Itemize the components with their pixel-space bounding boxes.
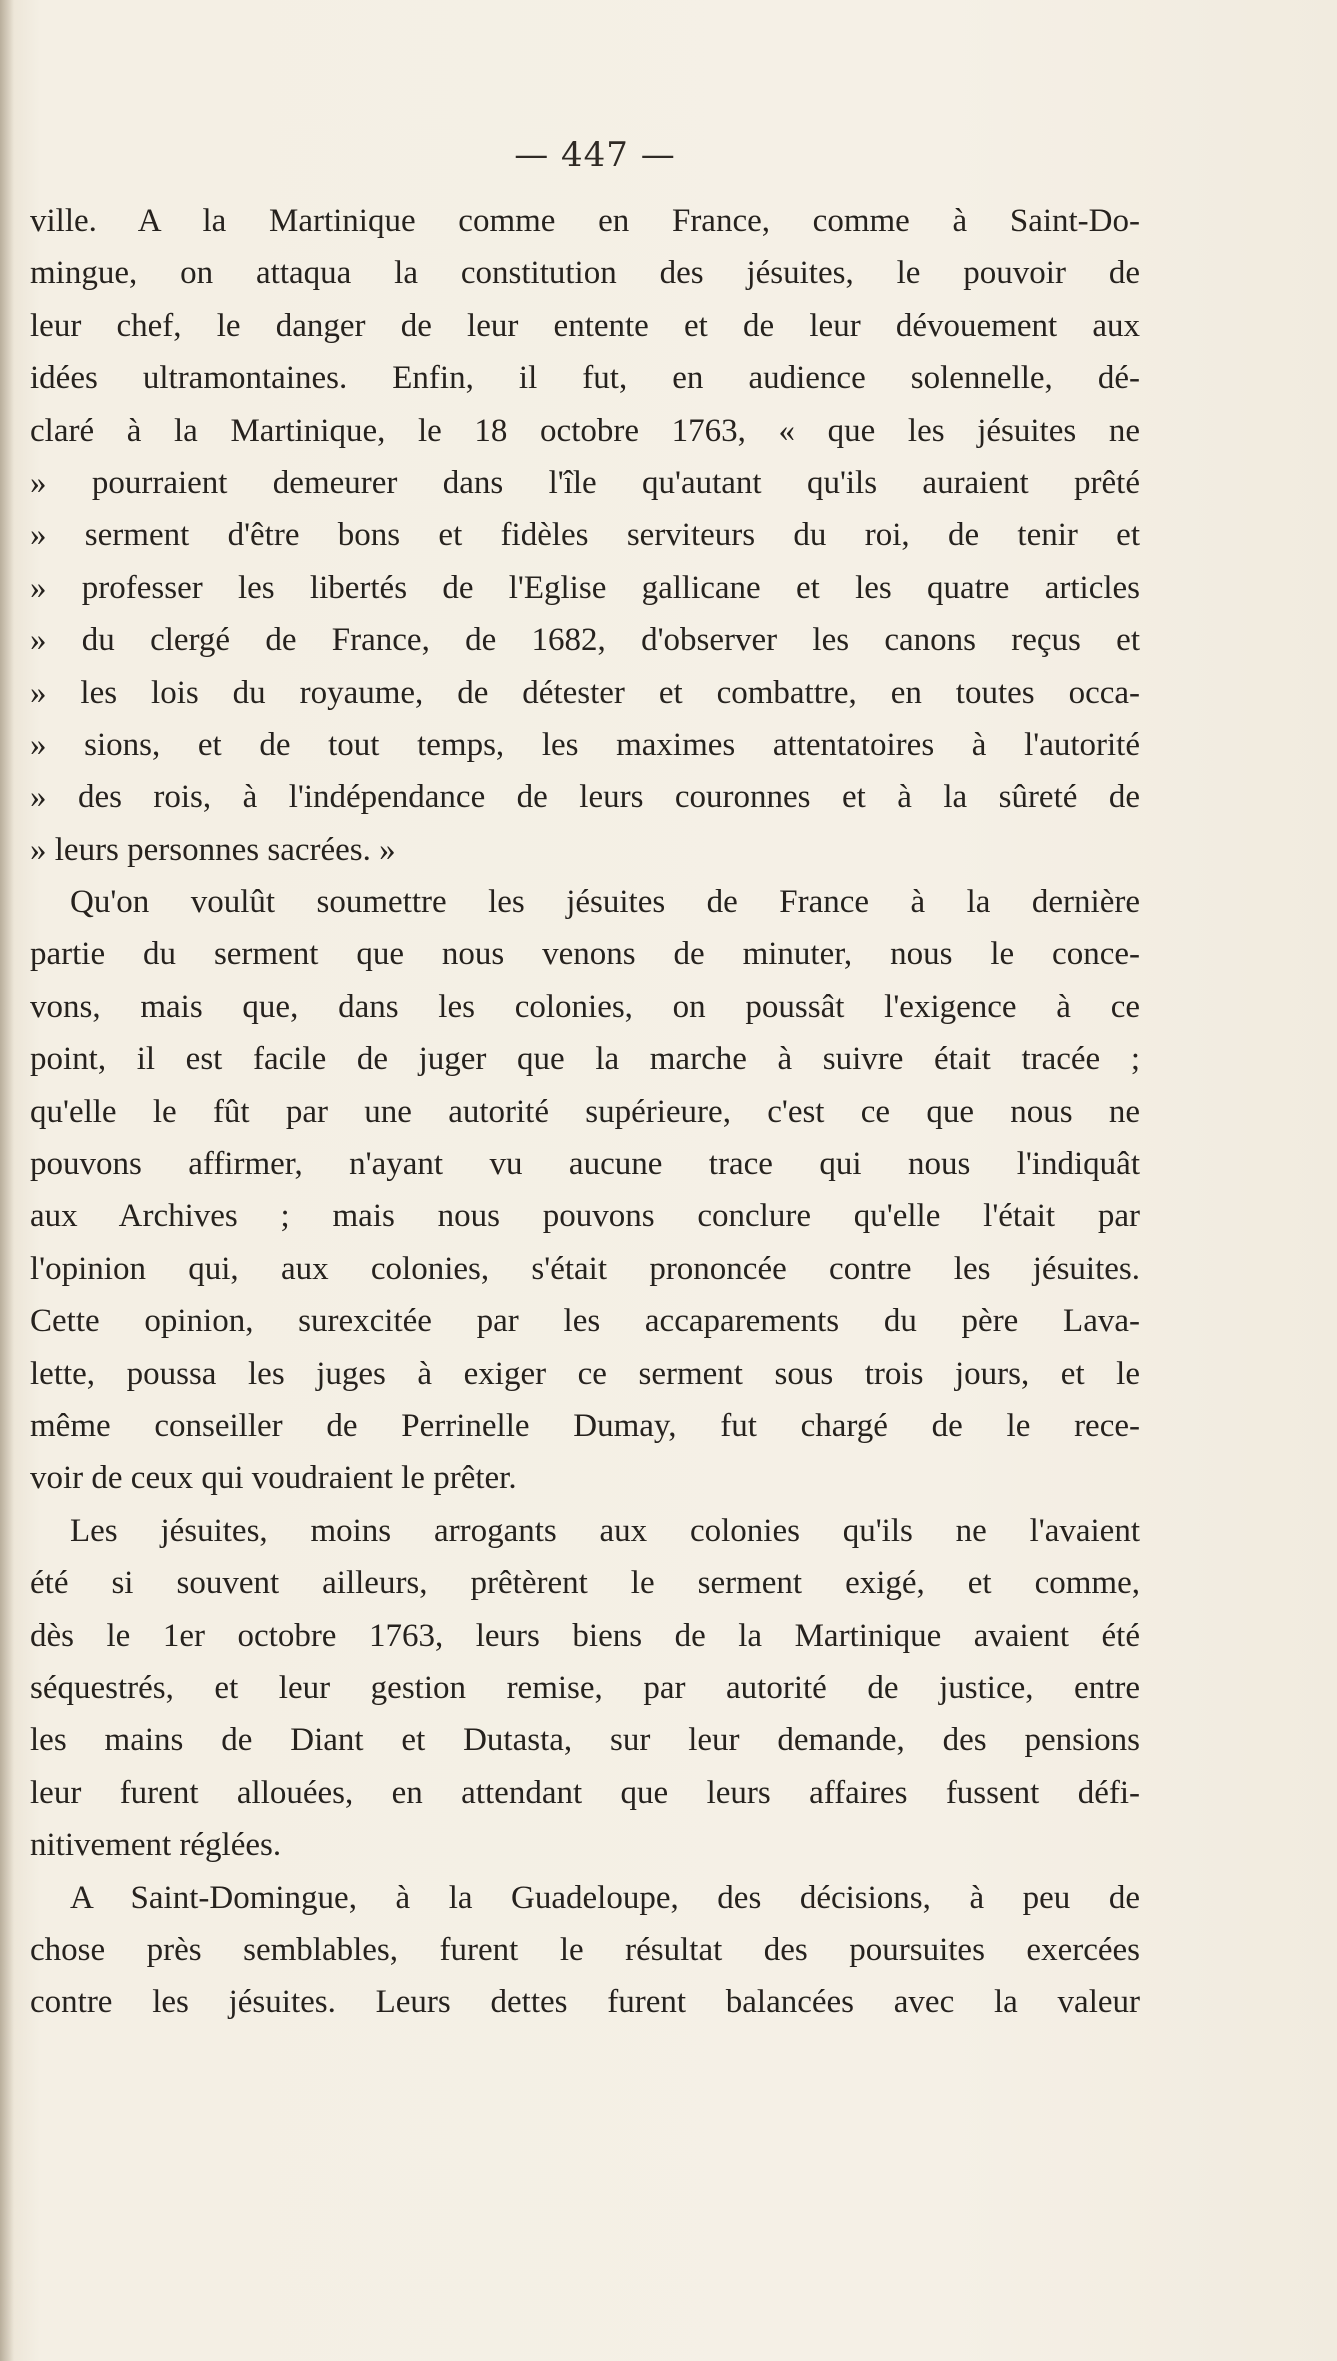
text-line-content: » du clergé de France, de 1682, d'observer les canons reçus et xyxy=(30,622,1140,659)
text-line xyxy=(30,1190,1140,1242)
text-line-content: ville. A la Martinique comme en France, comme à Saint-Do- xyxy=(30,203,1140,239)
text-line-content: Cette opinion, surexcitée par les accaparements du père Lava- xyxy=(30,1303,1140,1340)
text-line-content: chose près semblables, furent le résultat des poursuites exercées xyxy=(30,1931,1140,1968)
text-line xyxy=(30,1295,1140,1347)
text-line-content: voir de ceux qui voudraient le prêter. xyxy=(30,1460,517,1497)
text-line-content: pouvons affirmer, n'ayant vu aucune trace qui nous l'indiquât xyxy=(30,1146,1140,1183)
text-line xyxy=(30,1505,1140,1557)
text-line-content: idées ultramontaines. Enfin, il fut, en audience solennelle, dé- xyxy=(30,360,1140,397)
text-line-content: vons, mais que, dans les colonies, on poussât l'exigence à ce xyxy=(30,988,1140,1025)
text-line xyxy=(30,876,1140,928)
text-line xyxy=(30,1033,1140,1085)
text-line-content: » serment d'être bons et fidèles serviteurs du roi, de tenir et xyxy=(30,517,1140,554)
text-line xyxy=(30,1872,1140,1924)
text-line xyxy=(30,352,1140,404)
text-line-content: mingue, on attaqua la constitution des jésuites, le pouvoir de xyxy=(30,255,1140,292)
text-line-content: dès le 1er octobre 1763, leurs biens de la Martinique avaient été xyxy=(30,1617,1140,1654)
text-line-content: point, il est facile de juger que la marche à suivre était tracée ; xyxy=(30,1041,1140,1078)
text-line xyxy=(30,1767,1140,1819)
text-line xyxy=(30,981,1140,1033)
text-line-content: les mains de Diant et Dutasta, sur leur demande, des pensions xyxy=(30,1722,1140,1759)
text-line xyxy=(30,771,1140,823)
text-line xyxy=(30,1662,1140,1714)
page-number: — 447 — xyxy=(514,135,676,175)
binding-shadow xyxy=(0,0,14,2361)
text-line-content: leur chef, le danger de leur entente et de leur dévouement aux xyxy=(30,307,1140,344)
text-line-content: leur furent allouées, en attendant que leurs affaires fussent défi- xyxy=(30,1774,1140,1811)
text-line xyxy=(30,1714,1140,1766)
text-line xyxy=(30,719,1140,771)
text-line xyxy=(30,928,1140,980)
text-line xyxy=(30,1557,1140,1609)
text-line-content: partie du serment que nous venons de minuter, nous le conce- xyxy=(30,936,1140,973)
text-line-content: l'opinion qui, aux colonies, s'était prononcée contre les jésuites. xyxy=(30,1250,1140,1287)
text-line xyxy=(30,247,1140,299)
text-line-content: aux Archives ; mais nous pouvons conclure qu'elle l'était par xyxy=(30,1198,1140,1235)
text-line-content: lette, poussa les juges à exiger ce serment sous trois jours, et le xyxy=(30,1355,1140,1392)
text-line xyxy=(30,667,1140,719)
text-line-content: » des rois, à l'indépendance de leurs couronnes et à la sûreté de xyxy=(30,779,1140,816)
text-line xyxy=(30,1348,1140,1400)
text-line-content: » leurs personnes sacrées. » xyxy=(30,831,396,868)
text-line-content: » professer les libertés de l'Eglise gallicane et les quatre articles xyxy=(30,569,1140,606)
text-line-content: qu'elle le fût par une autorité supérieure, c'est ce que nous ne xyxy=(30,1093,1140,1130)
text-line-content: été si souvent ailleurs, prêtèrent le serment exigé, et comme, xyxy=(30,1565,1140,1602)
text-line-content: contre les jésuites. Leurs dettes furent balancées avec la valeur xyxy=(30,1984,1140,2021)
text-line xyxy=(30,1243,1140,1295)
text-line xyxy=(30,1138,1140,1190)
text-line xyxy=(30,195,1140,247)
text-line-content: A Saint-Domingue, à la Guadeloupe, des décisions, à peu de xyxy=(70,1879,1140,1916)
text-line xyxy=(30,1452,1140,1504)
text-line-content: nitivement réglées. xyxy=(30,1827,282,1864)
text-line xyxy=(30,1086,1140,1138)
text-line xyxy=(30,614,1140,666)
text-line xyxy=(30,1610,1140,1662)
text-line xyxy=(30,1976,1140,2028)
text-line-content: » sions, et de tout temps, les maximes attentatoires à l'autorité xyxy=(30,726,1140,763)
text-line xyxy=(30,1924,1140,1976)
text-line xyxy=(30,824,1140,876)
text-line-content: même conseiller de Perrinelle Dumay, fut chargé de le rece- xyxy=(30,1407,1140,1444)
text-line xyxy=(30,1819,1140,1871)
text-line xyxy=(30,405,1140,457)
text-line xyxy=(30,457,1140,509)
text-line xyxy=(30,562,1140,614)
body-text xyxy=(30,195,1140,2029)
text-line-content: » les lois du royaume, de détester et combattre, en toutes occa- xyxy=(30,674,1140,711)
text-line-content: Qu'on voulût soumettre les jésuites de France à la dernière xyxy=(70,884,1140,921)
text-line-content: séquestrés, et leur gestion remise, par autorité de justice, entre xyxy=(30,1669,1140,1706)
text-line-content: » pourraient demeurer dans l'île qu'autant qu'ils auraient prêté xyxy=(30,464,1140,501)
text-line xyxy=(30,1400,1140,1452)
text-line-content: claré à la Martinique, le 18 octobre 1763, « que les jésuites ne xyxy=(30,412,1140,449)
text-line xyxy=(30,300,1140,352)
text-line-content: Les jésuites, moins arrogants aux colonies qu'ils ne l'avaient xyxy=(70,1512,1140,1549)
text-line xyxy=(30,509,1140,561)
